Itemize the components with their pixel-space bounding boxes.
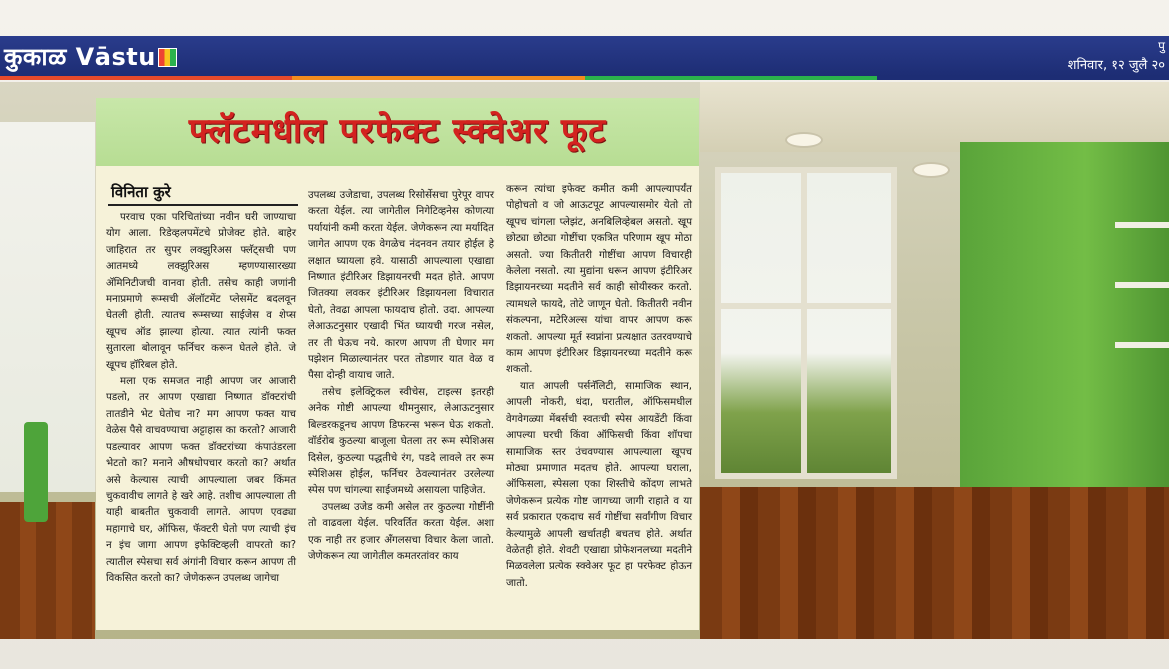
bookshelf	[1115, 282, 1169, 288]
bookshelf	[1115, 222, 1169, 228]
right-window	[715, 167, 897, 479]
paragraph: तसेच इलेक्ट्रिकल स्वीचेस, टाइल्स इतरही अनेक गोष्टी आपल्या थीमनुसार, लेआऊटनुसार बिल्डरकडूनच आपण डिफरन्स भरून घेऊ शकतो. वॉर्डरोब कुठल्या बाजूला घेतला तर रूम स्पेशिअस दिसेल, कुठल्या पद्धतीचे रंग, पडदे लावले तर रूम स्पेशिअस होईल, फर्निचर ठेवल्यानंतर उरलेल्या स्पेस पण चांगल्या साईजमध्ये असायला पाहिजेत.	[308, 386, 494, 497]
paragraph: करून त्यांचा इफेक्ट कमीत कमी आपल्यापर्यंत पोहोचतो व जो आऊटपूट आपल्यासमोर येतो तो खूपच चांगला प्लेझंट, अनबिलिव्हेबल असतो. खूप छोट्या छोट्या गोष्टींचा एकत्रित परिणाम खूप मोठा असतो. ज्या कितीतरी गोष्टींचा आपण विचारही केलेला नसतो. त्या मुद्यांना धरून आपण इंटीरिअर डिझायनरच्या मदतीने सर्व काही सोयीस्कर करतो. त्यामधले फायदे, तोटे जाणून घेतो. कितीतरी नवीन संकल्पना, मटेरिअल्स यांचा वापर आपण करू शकतो. आपल्या मूर्त स्वप्नांना प्रत्यक्षात उतरवण्याचे काम आपण इंटीरिअर डिझायनरच्या मदतीने करू शकतो.	[506, 184, 692, 376]
article-title: फ्लॅटमधील परफेक्ट स्क्वेअर फूट	[188, 111, 607, 151]
ceiling-light-icon	[785, 132, 823, 148]
paragraph: उपलब्ध उजेड कमी असेल तर कुठल्या गोष्टींनी तो वाढवला येईल. परिवर्तित करता येईल. अशा एक नाही तर हजार ॲंगलसचा विचार केला जातो. जेणेकरून त्या जागेतील कमतरतांवर काय	[308, 501, 494, 562]
vastu-logo-icon	[158, 48, 177, 67]
bookshelf	[1115, 342, 1169, 348]
section-title: कुकाळ Vāstu	[4, 40, 177, 73]
paragraph: मला एक समजत नाही आपण जर आजारी पडलो, तर आपण एखाद्या निष्णात डॉक्टरांची तातडीने भेट घेतोच ना? मग आपण फक्त याच वेळेस पैसे वाचवण्याचा अट्टाहास का करतो? आजारी पडल्यावर आपण फक्त डॉक्टरांच्या कंपाउंडरला भेटतो का? मनाने औषधोपचार करतो का? अर्थात असे केल्यास त्याची आपल्याला जबर किंमत चुकवावीच लागते हे खरे आहे. तशीच आपल्याला ती याही बाबतीत चुकवावी लागते. आपण एवढ्या महागाचे घर, ऑफिस, फॅक्टरी घेतो पण त्याची इंच न इंच जागा आपण इफेक्टिव्हली वापरतो का? त्यातील स्पेसचा सर्व अंगांनी विचार करून आपण ती विकसित करतो का? जेणेकरून उपलब्ध जागेचा	[106, 376, 296, 584]
issue-date: शनिवार, १२ जुलै २०	[1067, 58, 1165, 73]
paragraph: यात आपली पर्सनॅलिटी, सामाजिक स्थान, आपली नोकरी, धंदा, घरातील, ऑफिसमधील वेगवेगळ्या मेंबर्सची स्वतःची स्पेस आयडेंटी किंवा आपल्या घरची किंवा ऑफिसची किंवा शॉपचा सामाजिक स्तर उंचवण्यास आपल्याला खूपच मोठ्या प्रमाणात मदतच होते. आपल्या घराला, ऑफिसला, स्पेसला एका शिस्तीचे कोंदण लाभते जेणेकरून प्रत्येक गोष्ट जागच्या जागी राहाते व या सर्व प्रकारात एकदाच सर्व गोष्टींचा सर्वांगीण विचार केल्यामुळे आपली खर्चातही बचतच होते. अर्थात वेळेतही होते. शेवटी एखाद्या प्रोफेशनलच्या मदतीने मिळवलेला प्रत्येक स्क्वेअर फूट हा परफेक्ट होऊन जातो.	[506, 380, 692, 589]
paragraph: उपलब्ध उजेडाचा, उपलब्ध रिसोर्सेसचा पुरेपूर वापर करता येईल. त्या जागेतील निगेटिव्हनेस कोणत्या पर्यायांनी कमी करता येईल. जेणेकरून त्या मर्यादित जागेत आपण एक वेगळेच नंदनवन तयार होईल हे लक्षात घ्यायला हवे. यासाठी आपल्याला एखाद्या निष्णात इंटीरिअर डिझायनरची मदत होते. आपण जितक्या लवकर इंटीरिअर डिझायनला विचारात घेतो, तेवढा आपला फायदाच होतो. उदा. आपल्या लेआऊटनुसार एखादी भिंत घ्यायची गरज नसेल, तर ती घेऊच नये. कारण आपण ती घेणार मग पझेशन मिळाल्यानंतर परत तोडणार यात वेळ व पैसा दोन्ही वायाच जाते.	[308, 190, 494, 382]
left-floor	[0, 502, 95, 639]
article-column-1	[106, 210, 296, 587]
article-title-band	[96, 98, 699, 166]
article-column-2	[308, 188, 494, 565]
wooden-floor	[700, 487, 1169, 639]
page-corner-mark: पु	[1158, 39, 1165, 53]
byline-divider	[108, 204, 298, 206]
left-window	[0, 122, 100, 492]
masthead	[0, 36, 1169, 76]
article-column-3	[506, 182, 692, 592]
vase-icon	[24, 422, 48, 522]
paragraph: परवाच एका परिचितांच्या नवीन घरी जाण्याचा योग आला. रिडेव्हलपमेंटचे प्रोजेक्ट होते. बाहेर जाहिरात तर सुपर लक्झुरिअस फ्लॅट्सची पण आतमध्ये लक्झुरिअस म्हणण्यासारख्या ॲमिनिटीजची वानवा होती. तसेच काही जणांनी मनाप्रमाणे रूम्सची ॲलॉटमेंट प्लेसमेंट बदलवून घेतली होती. त्यातच रूम्सच्या साईजेस व शेप्स खूपच ऑड झाल्या होत्या. त्यात त्यांनी फक्त सुतारला बोलावून फर्निचर करून घेतले होते. जे खूपच हॉरिबल होते.	[106, 212, 296, 371]
color-strip	[0, 76, 1169, 80]
author-byline: विनिता कुरे	[111, 183, 171, 201]
ceiling-light-icon	[912, 162, 950, 178]
article-panel	[96, 98, 699, 630]
